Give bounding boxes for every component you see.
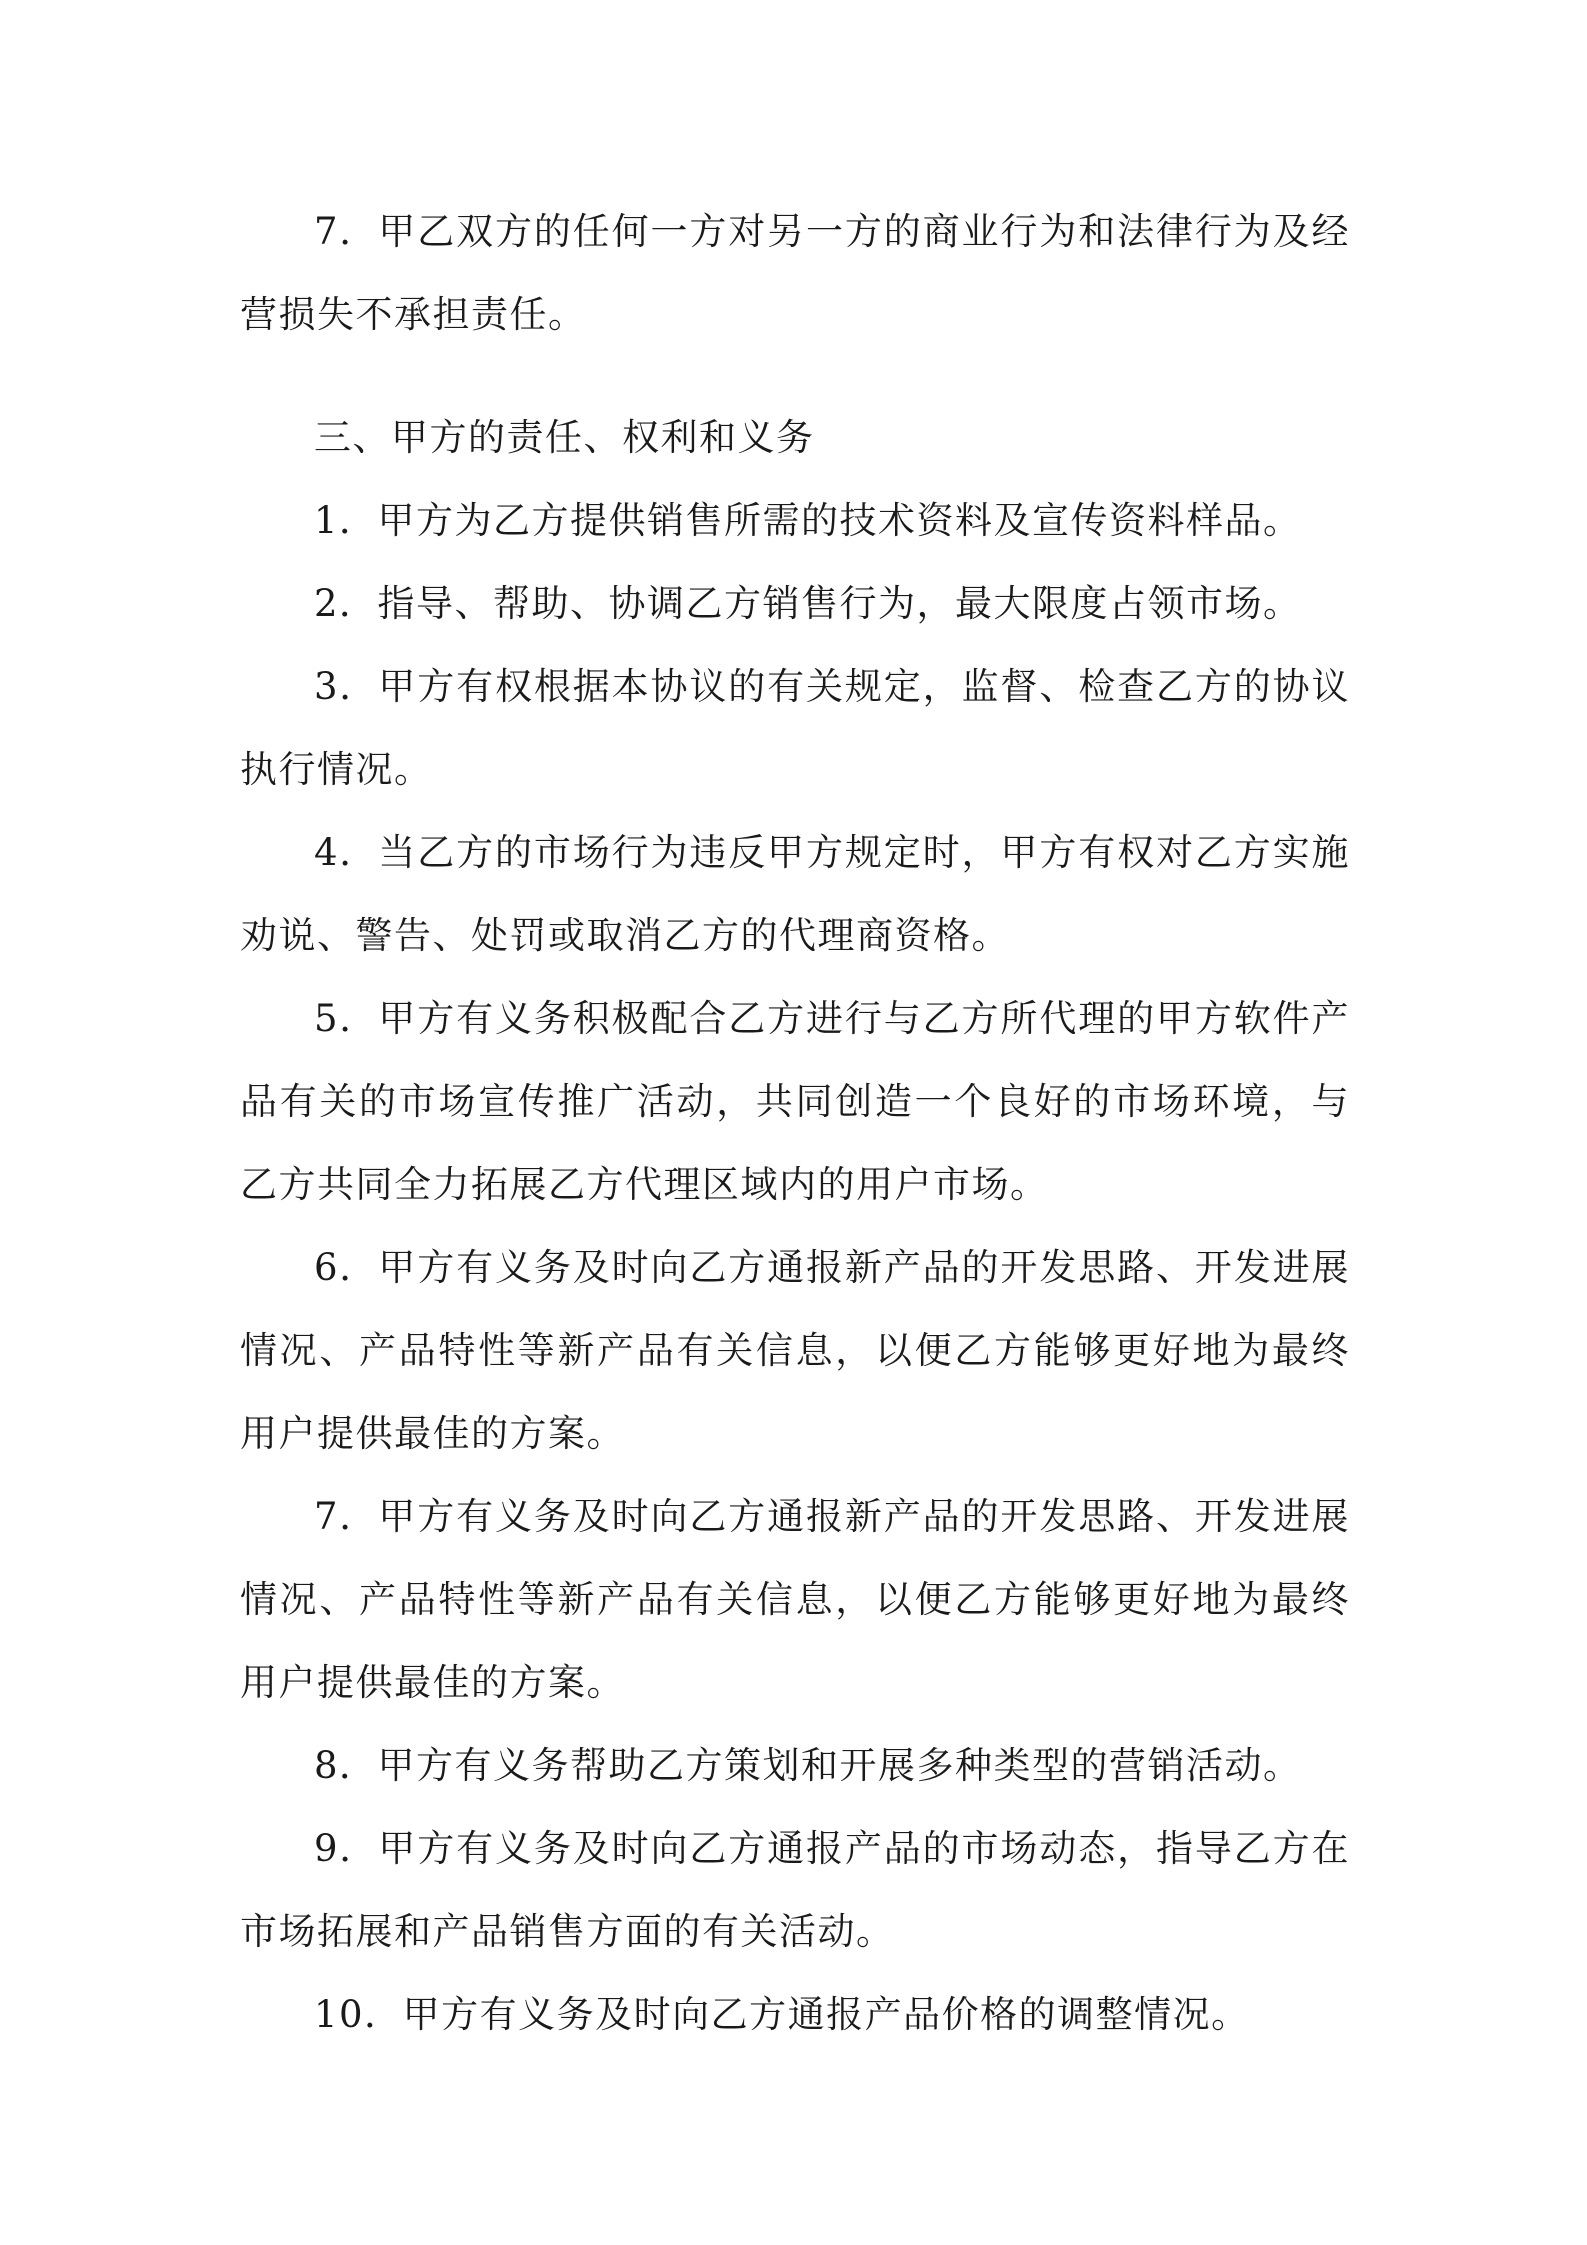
- section-heading: 三、甲方的责任、权利和义务: [314, 416, 815, 459]
- clause-paragraph: 1．甲方为乙方提供销售所需的技术资料及宣传资料样品。: [314, 499, 1302, 542]
- clause-paragraph: 3．甲方有权根据本协议的有关规定，监督、检查乙方的协议执行情况。: [240, 665, 1350, 791]
- clause-paragraph: 10．甲方有义务及时向乙方通报产品价格的调整情况。: [314, 1993, 1250, 2036]
- clause-paragraph: 7．甲乙双方的任何一方对另一方的商业行为和法律行为及经营损失不承担责任。: [240, 210, 1350, 336]
- clause-paragraph: 9．甲方有义务及时向乙方通报产品的市场动态，指导乙方在市场拓展和产品销售方面的有关活动。: [240, 1827, 1350, 1953]
- document-body: [240, 190, 1350, 2056]
- clause-paragraph: 4．当乙方的市场行为违反甲方规定时，甲方有权对乙方实施劝说、警告、处罚或取消乙方的代理商资格。: [240, 831, 1350, 957]
- section-gap: [240, 356, 1350, 396]
- clause-paragraph: 6．甲方有义务及时向乙方通报新产品的开发思路、开发进展情况、产品特性等新产品有关信息，以便乙方能够更好地为最终用户提供最佳的方案。: [240, 1246, 1350, 1455]
- clause-paragraph: 8．甲方有义务帮助乙方策划和开展多种类型的营销活动。: [314, 1744, 1302, 1787]
- clause-paragraph: 2．指导、帮助、协调乙方销售行为，最大限度占领市场。: [314, 582, 1302, 625]
- clause-paragraph: 7．甲方有义务及时向乙方通报新产品的开发思路、开发进展情况、产品特性等新产品有关信息，以便乙方能够更好地为最终用户提供最佳的方案。: [240, 1495, 1350, 1704]
- clause-paragraph: 5．甲方有义务积极配合乙方进行与乙方所代理的甲方软件产品有关的市场宣传推广活动，共同创造一个良好的市场环境，与乙方共同全力拓展乙方代理区域内的用户市场。: [240, 997, 1350, 1206]
